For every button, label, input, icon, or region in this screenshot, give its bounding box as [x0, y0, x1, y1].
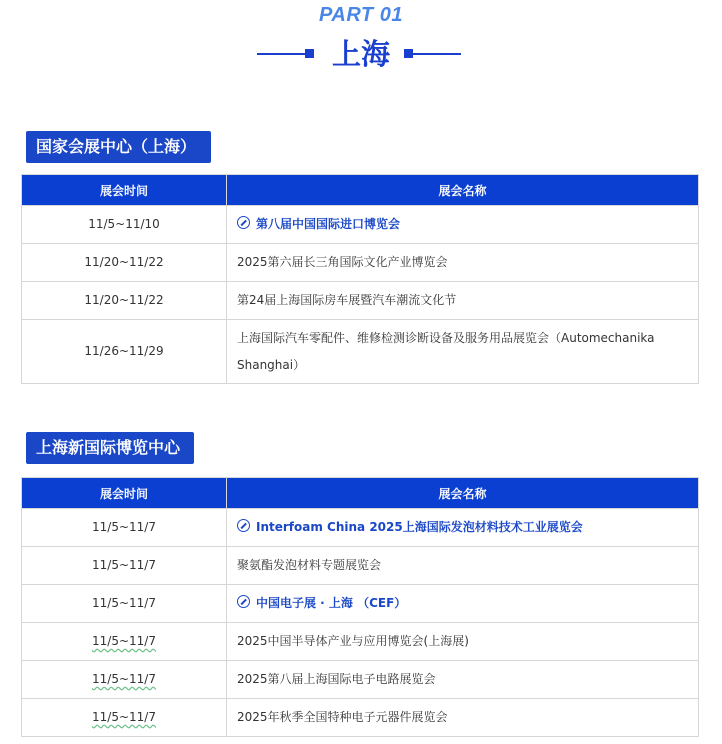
- column-header-name: 展会名称: [227, 175, 699, 206]
- table-row: [22, 509, 699, 547]
- exhibition-date: 11/20~11/22: [22, 282, 227, 320]
- exhibition-name: 上海国际汽车零配件、维修检测诊断设备及服务用品展览会（Automechanika Shanghai）: [227, 320, 699, 384]
- exhibition-date: 11/5~11/7: [22, 509, 227, 547]
- table-row: [22, 320, 699, 384]
- exhibition-name-cell[interactable]: [227, 206, 699, 244]
- column-header-date: 展会时间: [22, 175, 227, 206]
- exhibition-name-cell[interactable]: [227, 509, 699, 547]
- link-icon: [237, 216, 250, 229]
- column-header-name: 展会名称: [227, 478, 699, 509]
- exhibition-date-text: 11/5~11/7: [92, 672, 156, 686]
- exhibition-date: [22, 661, 227, 699]
- exhibition-name: 第24届上海国际房车展暨汽车潮流文化节: [227, 282, 699, 320]
- exhibition-name: 2025第六届长三角国际文化产业博览会: [227, 244, 699, 282]
- city-header: [0, 36, 722, 72]
- table-row: [22, 282, 699, 320]
- exhibition-date-text: 11/5~11/7: [92, 634, 156, 648]
- table-row: [22, 206, 699, 244]
- exhibition-date: 11/5~11/7: [22, 547, 227, 585]
- city-title: 上海: [331, 37, 390, 71]
- exhibition-name: 2025年秋季全国特种电子元器件展览会: [227, 699, 699, 737]
- exhibition-date-text: 11/5~11/7: [92, 710, 156, 724]
- exhibition-date: 11/26~11/29: [22, 320, 227, 384]
- exhibition-date: 11/20~11/22: [22, 244, 227, 282]
- exhibition-name-link[interactable]: 第八届中国国际进口博览会: [256, 217, 401, 231]
- exhibition-name-cell[interactable]: [227, 585, 699, 623]
- table-row: [22, 585, 699, 623]
- link-icon: [237, 519, 250, 532]
- table-row: [22, 623, 699, 661]
- exhibition-name: 聚氨酯发泡材料专题展览会: [227, 547, 699, 585]
- table-row: [22, 244, 699, 282]
- exhibition-name-link[interactable]: Interfoam China 2025上海国际发泡材料技术工业展览会: [256, 520, 583, 534]
- column-header-date: 展会时间: [22, 478, 227, 509]
- exhibition-date: [22, 623, 227, 661]
- exhibition-table-2: [21, 477, 699, 737]
- exhibition-name-link[interactable]: 中国电子展 · 上海 （CEF）: [256, 596, 407, 610]
- table-row: [22, 699, 699, 737]
- link-icon: [237, 595, 250, 608]
- exhibition-name: 2025中国半导体产业与应用博览会(上海展): [227, 623, 699, 661]
- exhibition-table-1: [21, 174, 699, 384]
- part-label: PART 01: [319, 4, 403, 26]
- decorative-line-right: [411, 53, 461, 55]
- venue-title-national-exhibition-center: 国家会展中心（上海）: [26, 131, 211, 163]
- exhibition-date: 11/5~11/7: [22, 585, 227, 623]
- table-row: [22, 661, 699, 699]
- venue-title-sniec: 上海新国际博览中心: [26, 432, 194, 464]
- exhibition-name: 2025第八届上海国际电子电路展览会: [227, 661, 699, 699]
- exhibition-date: [22, 699, 227, 737]
- table-row: [22, 547, 699, 585]
- exhibition-date: 11/5~11/10: [22, 206, 227, 244]
